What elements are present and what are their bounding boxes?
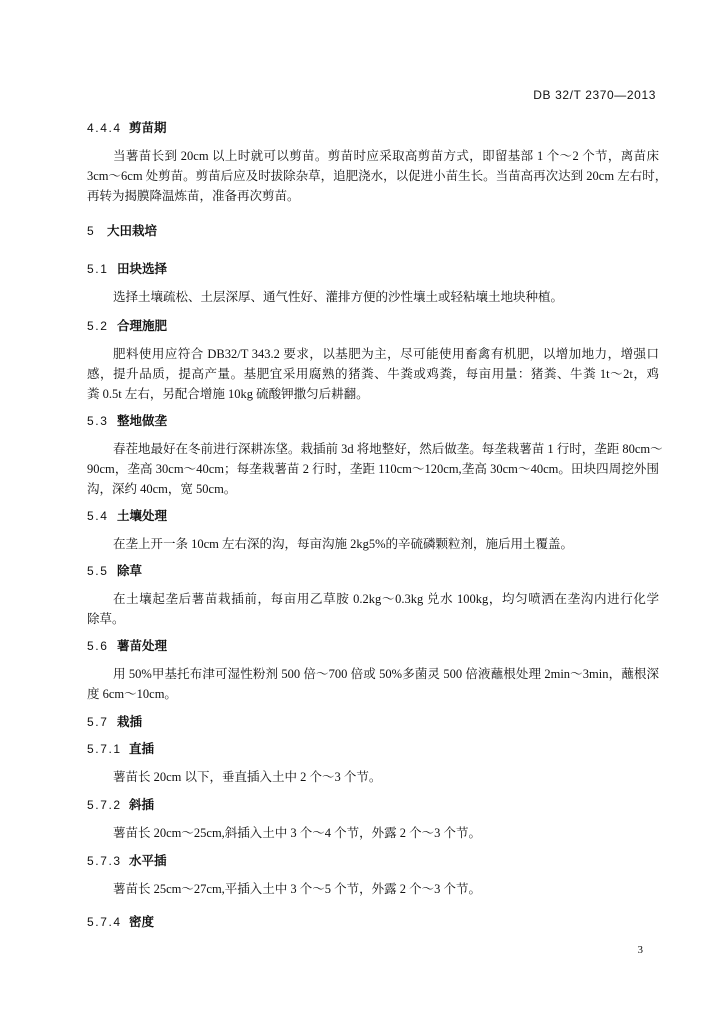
section-heading: [87, 739, 659, 759]
paragraph-line: 薯苗长 25cm～27cm,平插入土中 3 个～5 个节，外露 2 个～3 个节。: [113, 882, 482, 896]
paragraph: [87, 439, 663, 499]
paragraph-line: 薯苗长 20cm 以下，垂直插入土中 2 个～3 个节。: [113, 770, 382, 784]
document-header-code: DB 32/T 2370—2013: [533, 88, 656, 102]
section-heading: [87, 561, 659, 581]
section-title: 密度: [129, 914, 155, 929]
section-5-7-2: [87, 795, 659, 843]
section-5-6: [87, 636, 659, 704]
section-5-7-3: [87, 851, 659, 899]
paragraph: [87, 879, 659, 899]
paragraph-line: 薯苗长 20cm～25cm,斜插入土中 3 个～4 个节，外露 2 个～3 个节。: [113, 826, 482, 840]
section-number: 5.7: [87, 715, 109, 729]
section-number: 5.7.3: [87, 854, 122, 868]
section-title: 大田栽培: [107, 223, 158, 238]
paragraph: [87, 589, 659, 629]
paragraph-line: 3cm～6cm 处剪苗。剪苗后应及时拔除杂草，追肥浇水，以促进小苗生长。当苗高再次达到 20cm 左右时，: [87, 169, 668, 183]
section-number: 5.1: [87, 262, 109, 276]
section-number: 5.4: [87, 509, 109, 523]
section-heading: [87, 506, 659, 526]
section-5-7: [87, 712, 659, 740]
paragraph-line: 当薯苗长到 20cm 以上时就可以剪苗。剪苗时应采取高剪苗方式，即留基部 1 个～2 个节，离苗床: [113, 149, 659, 163]
paragraph-line: 用 50%甲基托布津可湿性粉剂 500 倍～700 倍或 50%多菌灵 500 倍液蘸根处理 2min～3min，蘸根深: [113, 667, 659, 681]
paragraph: [87, 534, 659, 554]
paragraph-line: 沟，深约 40cm，宽 50cm。: [87, 482, 237, 496]
section-title: 土壤处理: [117, 508, 168, 523]
paragraph-line: 除草。: [87, 612, 125, 626]
section-5-5: [87, 561, 659, 629]
section-title: 剪苗期: [129, 120, 167, 135]
section-number: 4.4.4: [87, 121, 122, 135]
chapter-heading: [87, 221, 659, 241]
section-number: 5.3: [87, 414, 109, 428]
paragraph: [87, 664, 659, 704]
section-number: 5.7.4: [87, 915, 122, 929]
paragraph-line: 在土壤起垄后薯苗栽插前，每亩用乙草胺 0.2kg～0.3kg 兑水 100kg，均匀喷洒在垄沟内进行化学: [113, 592, 659, 606]
section-title: 整地做垄: [117, 413, 168, 428]
section-number: 5: [87, 224, 96, 238]
section-5-4: [87, 506, 659, 554]
section-number: 5.2: [87, 319, 109, 333]
section-heading: [87, 411, 659, 431]
section-title: 田块选择: [117, 261, 168, 276]
section-heading: [87, 316, 659, 336]
section-heading: [87, 118, 659, 138]
section-5-1: [87, 259, 659, 307]
section-title: 薯苗处理: [117, 638, 168, 653]
paragraph-line: 选择土壤疏松、土层深厚、通气性好、灌排方便的沙性壤土或轻粘壤土地块种植。: [113, 290, 564, 304]
paragraph-line: 度 6cm～10cm。: [87, 687, 177, 701]
section-title: 栽插: [117, 714, 143, 729]
section-number: 5.5: [87, 564, 109, 578]
paragraph-line: 感，提升品质，提高产量。基肥宜采用腐熟的猪粪、牛粪或鸡粪，每亩用量：猪粪、牛粪 1t～2t，鸡: [87, 367, 659, 381]
section-5-2: [87, 316, 659, 404]
paragraph-line: 春茬地最好在冬前进行深耕冻垡。栽插前 3d 将地整好，然后做垄。每垄栽薯苗 1 行时，垄距 80cm～: [113, 442, 663, 456]
section-title: 直插: [129, 741, 155, 756]
section-title: 水平插: [129, 853, 167, 868]
paragraph: [87, 146, 668, 206]
section-title: 斜插: [129, 797, 155, 812]
paragraph-line: 在垄上开一条 10cm 左右深的沟，每亩沟施 2kg5%的辛硫磷颗粒剂，施后用土覆盖。: [113, 537, 574, 551]
section-number: 5.7.1: [87, 742, 122, 756]
section-number: 5.7.2: [87, 798, 122, 812]
paragraph: [87, 767, 659, 787]
section-5-7-4: [87, 912, 659, 940]
section-heading: [87, 912, 659, 932]
paragraph-line: 粪 0.5t 左右，另配合增施 10kg 硫酸钾撒匀后耕翻。: [87, 387, 369, 401]
paragraph: [87, 344, 659, 404]
section-4-4-4: [87, 118, 668, 206]
section-5-7-1: [87, 739, 659, 787]
page-number: 3: [637, 944, 643, 956]
paragraph-line: 再转为揭膜降温炼苗，准备再次剪苗。: [87, 189, 300, 203]
section-heading: [87, 636, 659, 656]
section-heading: [87, 795, 659, 815]
section-number: 5.6: [87, 639, 109, 653]
section-title: 合理施肥: [117, 318, 168, 333]
paragraph: [87, 287, 659, 307]
paragraph: [87, 823, 659, 843]
paragraph-line: 90cm，垄高 30cm～40cm；每垄栽薯苗 2 行时，垄距 110cm～120cm,垄高 30cm～40cm。田块四周挖外围: [87, 462, 659, 476]
section-title: 除草: [117, 563, 143, 578]
section-heading: [87, 851, 659, 871]
section-heading: [87, 712, 659, 732]
section-5-3: [87, 411, 663, 499]
section-5: [87, 221, 659, 249]
section-heading: [87, 259, 659, 279]
paragraph-line: 肥料使用应符合 DB32/T 343.2 要求，以基肥为主，尽可能使用畜禽有机肥，以增加地力，增强口: [113, 347, 659, 361]
